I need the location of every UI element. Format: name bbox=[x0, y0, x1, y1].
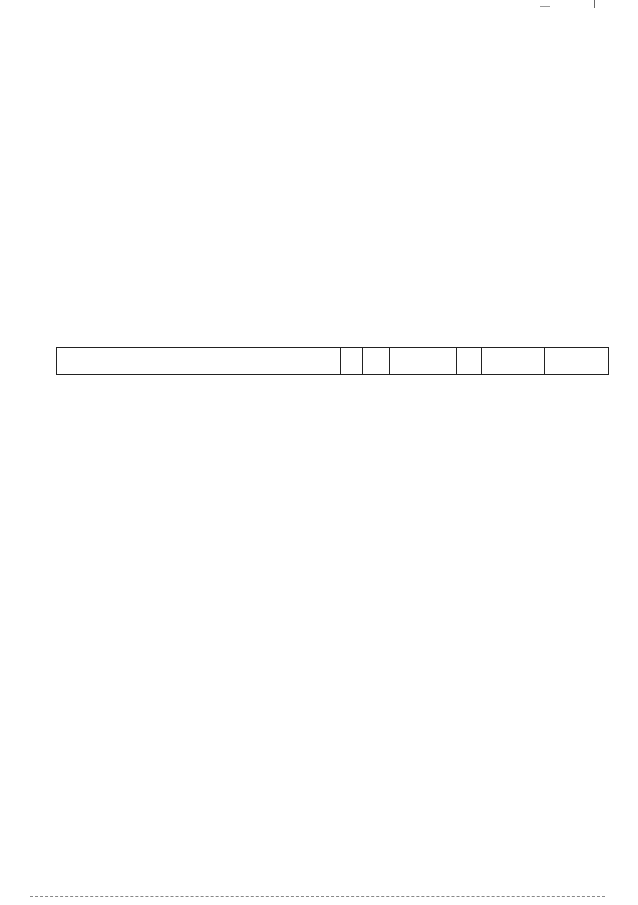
table-header-row bbox=[57, 348, 609, 375]
total-row bbox=[57, 375, 609, 376]
header-rz bbox=[341, 348, 363, 375]
scan-mark bbox=[540, 6, 550, 7]
header-csr bbox=[390, 348, 457, 375]
header-name bbox=[57, 348, 341, 375]
budget-table bbox=[56, 347, 609, 375]
total-2025 bbox=[545, 375, 609, 376]
scan-edge bbox=[30, 896, 605, 897]
scan-mark bbox=[594, 0, 595, 8]
header-vr bbox=[457, 348, 482, 375]
header-pr bbox=[363, 348, 390, 375]
total-label bbox=[57, 375, 341, 376]
header-sum-2025 bbox=[545, 348, 609, 375]
header-sum-2024 bbox=[482, 348, 545, 375]
total-2024 bbox=[482, 375, 545, 376]
